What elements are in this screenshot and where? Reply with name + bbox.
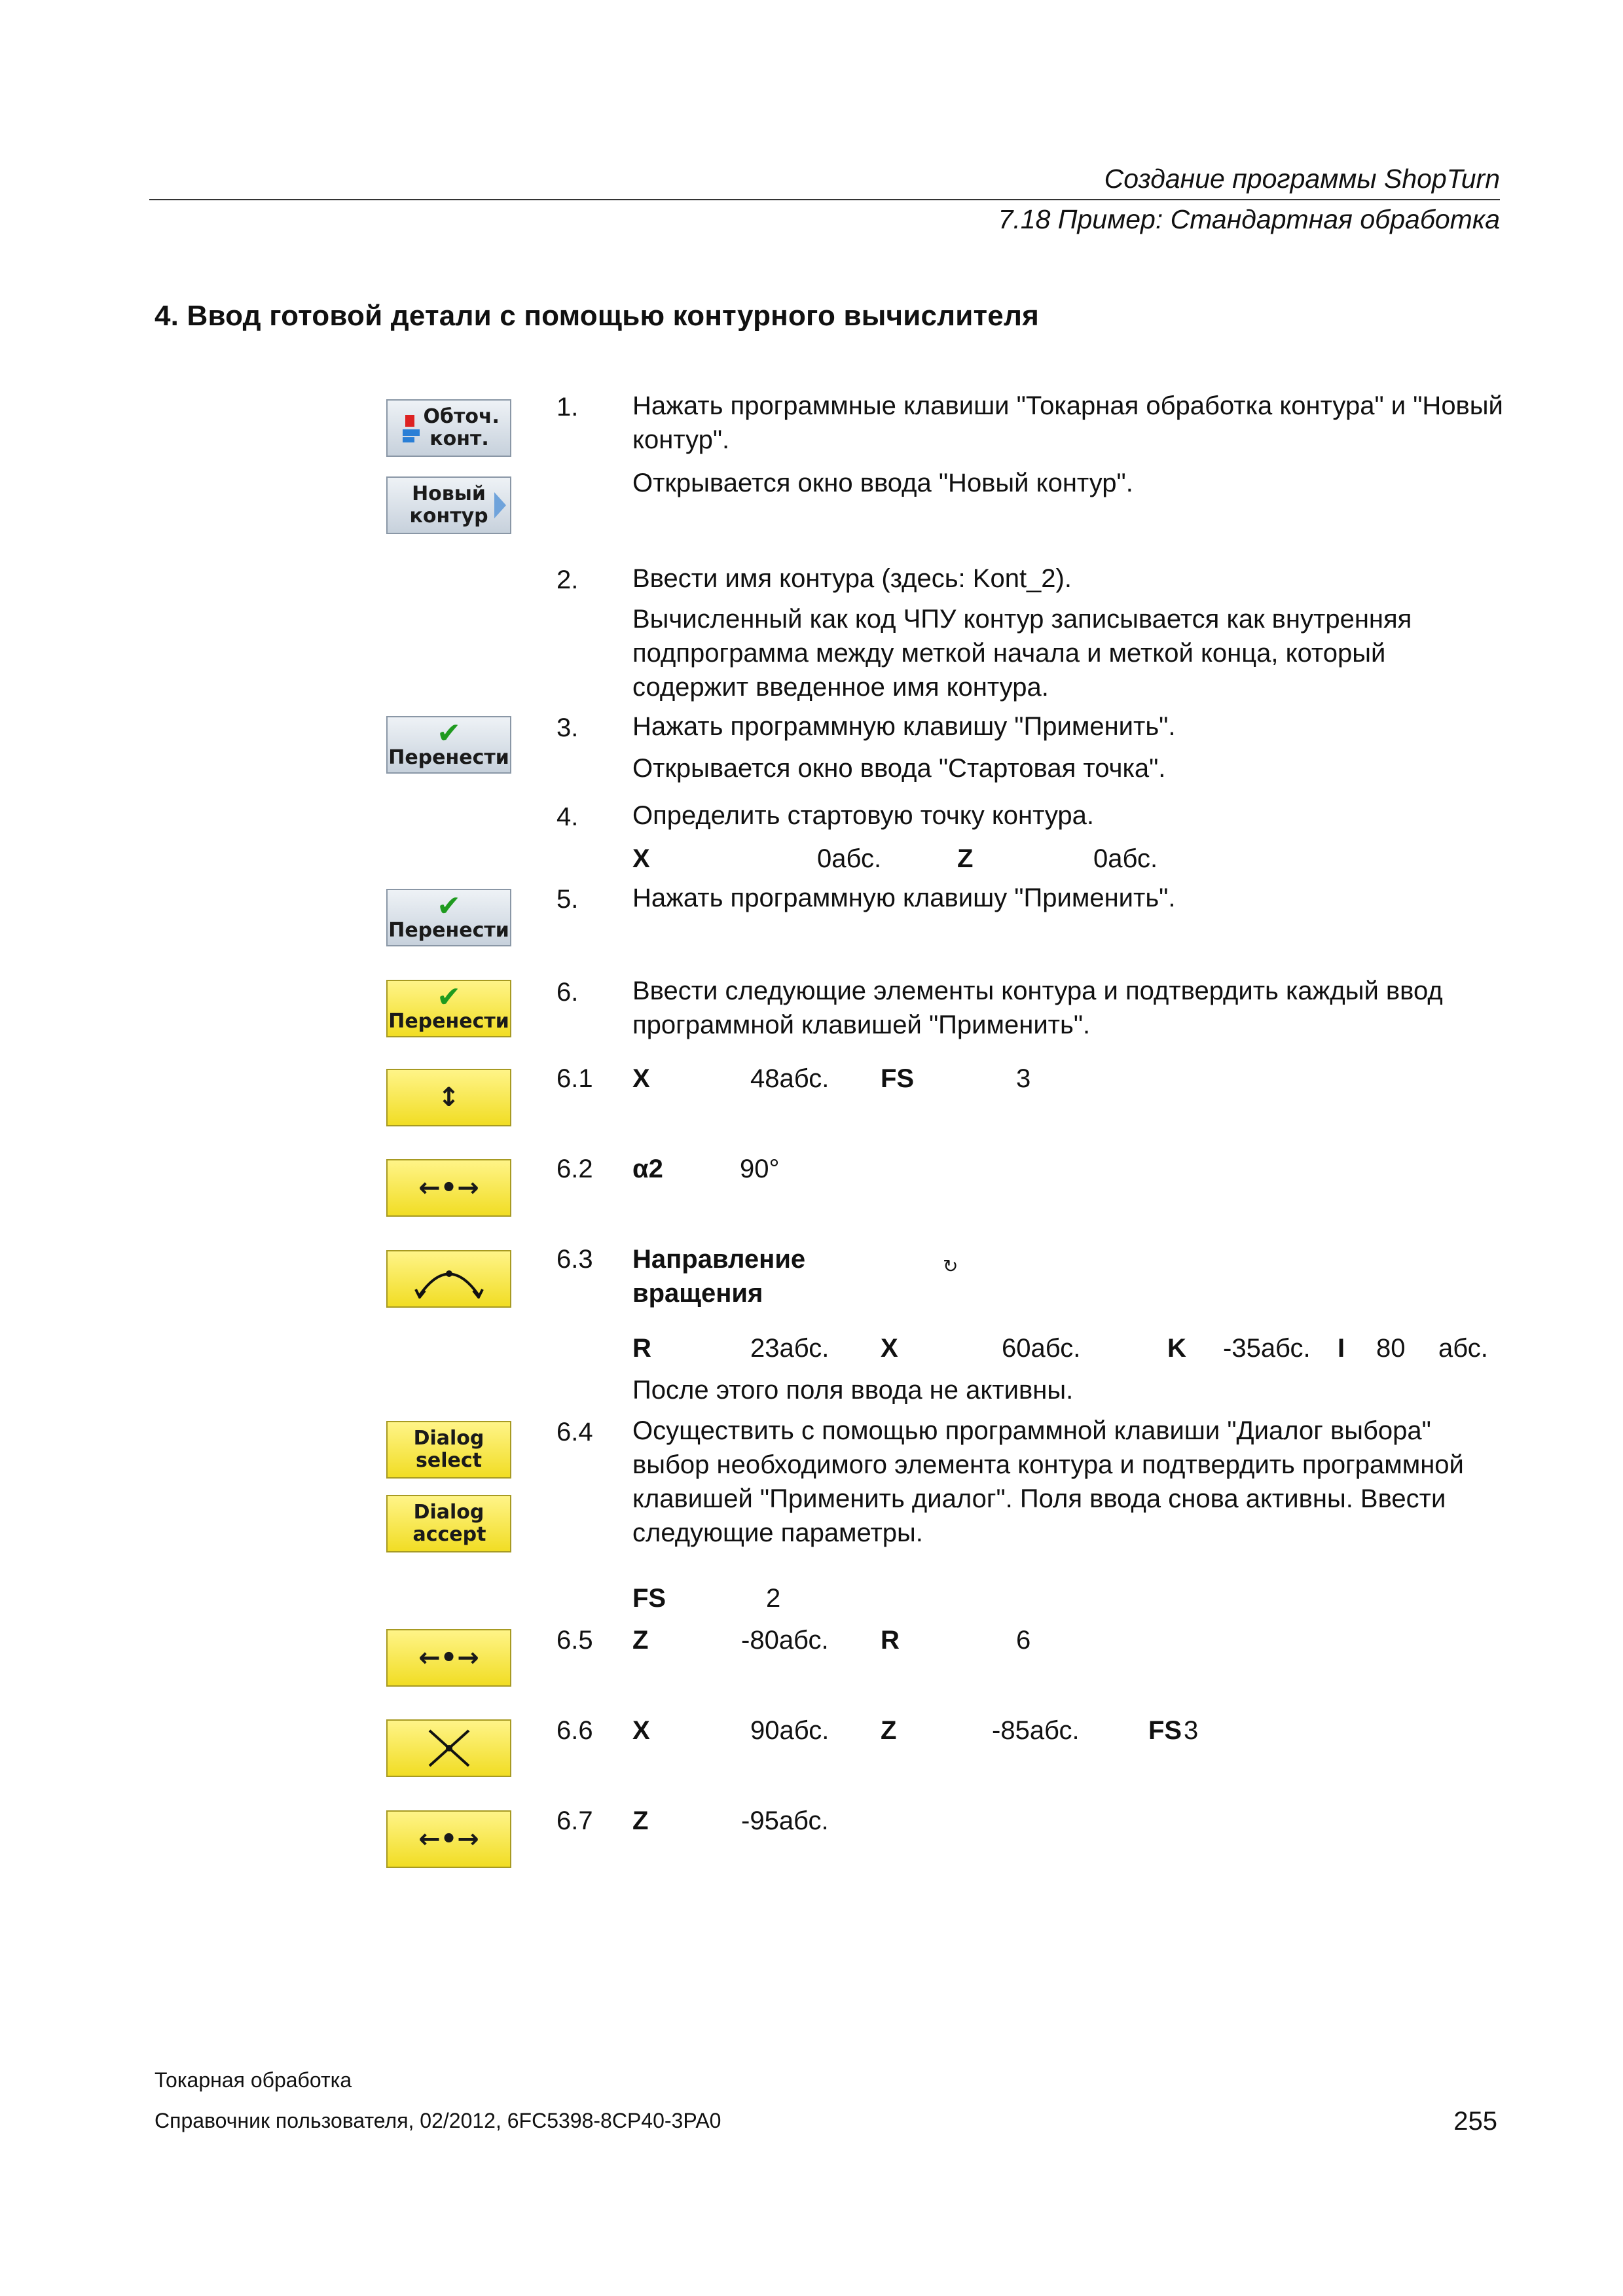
param-value: -80абс. [741, 1626, 829, 1655]
step-number: 3. [556, 713, 579, 742]
arrow-right-icon [494, 492, 506, 518]
accept-softkey-step3[interactable] [386, 716, 511, 774]
accept-softkey-step6[interactable] [386, 980, 511, 1037]
param-label: I [1338, 1334, 1345, 1363]
param-value: 23абс. [750, 1334, 830, 1363]
horizontal-line-icon: ←•→ [418, 1643, 479, 1673]
step-text: Нажать программные клавиши "Токарная обработка контура" и "Новый контур". [632, 391, 1503, 454]
new-contour-label: Новый контур [409, 482, 488, 528]
param-label: Z [632, 1806, 649, 1835]
horizontal-line-icon: ←•→ [418, 1824, 479, 1854]
vertical-line-icon: ↕ [437, 1083, 460, 1113]
param-label: X [632, 844, 650, 873]
rotation-direction-icon: ↻ [943, 1256, 958, 1276]
step-note: Вычисленный как код ЧПУ контур записывается как внутренняя подпрограмма между меткой начала и меткой конца, который содержит введенное имя контура. [632, 605, 1412, 702]
param-value: 90абс. [750, 1716, 830, 1745]
param-value: 80 [1376, 1334, 1406, 1363]
vertical-line-softkey[interactable] [386, 1069, 511, 1126]
page-heading: 4. Ввод готовой детали с помощью контурного вычислителя [155, 300, 1040, 332]
param-label: Z [957, 844, 974, 873]
accept-label: Перенести [388, 919, 509, 942]
accept-softkey-step5[interactable] [386, 889, 511, 946]
new-contour-softkey[interactable] [386, 476, 511, 534]
checkmark-icon: ✔ [437, 980, 461, 1014]
dialog-accept-label: Dialog accept [412, 1501, 486, 1546]
horizontal-line-softkey[interactable] [386, 1810, 511, 1868]
contour-turning-icon [403, 412, 420, 444]
step-number: 6.6 [556, 1716, 593, 1745]
header-section: 7.18 Пример: Стандартная обработка [998, 204, 1500, 234]
param-value: 6 [1016, 1626, 1031, 1655]
step-number: 6.4 [556, 1418, 593, 1446]
step-number: 4. [556, 802, 579, 831]
param-value: -95абс. [741, 1806, 829, 1835]
param-label: вращения [632, 1279, 763, 1308]
param-label: R [881, 1626, 900, 1655]
step-note: Открывается окно ввода "Стартовая точка". [632, 754, 1166, 783]
horizontal-line-icon: ←•→ [418, 1173, 479, 1203]
dialog-accept-softkey[interactable] [386, 1495, 511, 1552]
step-text: Ввести имя контура (здесь: Kont_2). [632, 564, 1072, 593]
param-value: 0абс. [817, 844, 882, 873]
param-label: FS [1148, 1716, 1182, 1745]
accept-label: Перенести [388, 746, 509, 769]
param-label: X [632, 1064, 650, 1093]
param-label: Z [881, 1716, 897, 1745]
step-text: Определить стартовую точку контура. [632, 801, 1095, 830]
param-value: -85абс. [992, 1716, 1080, 1745]
param-label: X [632, 1716, 650, 1745]
param-value: 2 [766, 1584, 781, 1613]
step-text: Нажать программную клавишу "Применить". [632, 884, 1176, 912]
param-value: 3 [1016, 1064, 1031, 1093]
param-label: K [1167, 1334, 1186, 1363]
header-rule [149, 199, 1500, 200]
step-number: 6.2 [556, 1155, 593, 1183]
step-text: Осуществить с помощью программной клавиши "Диалог выбора" выбор необходимого элемента контура и подтвердить программной клавишей "Применить диалог". Поля ввода снова активны. Ввести следующие параметры. [632, 1416, 1464, 1547]
footer-title: Токарная обработка [155, 2068, 352, 2092]
arc-icon [413, 1259, 485, 1299]
param-value: 48абс. [750, 1064, 830, 1093]
step-number: 6.5 [556, 1626, 593, 1655]
param-label: X [881, 1334, 898, 1363]
footer-reference: Справочник пользователя, 02/2012, 6FC5398-8CP40-3PA0 [155, 2109, 721, 2132]
param-label: FS [632, 1584, 666, 1613]
param-value: 0абс. [1093, 844, 1158, 873]
arc-softkey[interactable] [386, 1250, 511, 1308]
step-number: 6.3 [556, 1245, 593, 1274]
step-note: После этого поля ввода не активны. [632, 1376, 1074, 1405]
step-number: 6. [556, 978, 579, 1007]
turning-contour-label: Обточ. конт. [423, 405, 500, 450]
param-label: Направление [632, 1245, 806, 1274]
param-label: R [632, 1334, 651, 1363]
param-label: FS [881, 1064, 915, 1093]
step-text: Нажать программную клавишу "Применить". [632, 712, 1176, 741]
oblique-line-icon [423, 1725, 475, 1771]
step-number: 2. [556, 565, 579, 594]
param-value: 90° [740, 1155, 780, 1183]
param-label: Z [632, 1626, 649, 1655]
step-number: 6.1 [556, 1064, 593, 1093]
checkmark-icon: ✔ [437, 889, 461, 923]
param-value: -35абс. [1223, 1334, 1311, 1363]
accept-label: Перенести [388, 1010, 509, 1033]
dialog-select-softkey[interactable] [386, 1421, 511, 1479]
checkmark-icon: ✔ [437, 717, 461, 750]
step-number: 6.7 [556, 1806, 593, 1835]
step-number: 1. [556, 393, 579, 422]
page-number: 255 [1453, 2107, 1497, 2136]
param-unit: абс. [1438, 1334, 1488, 1363]
step-note: Открывается окно ввода "Новый контур". [632, 469, 1133, 497]
step-text: Ввести следующие элементы контура и подтвердить каждый ввод программной клавишей "Применить". [632, 977, 1443, 1039]
oblique-line-softkey[interactable] [386, 1719, 511, 1777]
horizontal-line-softkey[interactable] [386, 1629, 511, 1687]
turning-contour-softkey[interactable] [386, 399, 511, 457]
step-number: 5. [556, 885, 579, 914]
dialog-select-label: Dialog select [413, 1427, 484, 1472]
param-label: α2 [632, 1155, 663, 1183]
param-value: 3 [1184, 1716, 1199, 1745]
horizontal-line-softkey[interactable] [386, 1159, 511, 1217]
header-chapter: Создание программы ShopTurn [1104, 164, 1500, 194]
param-value: 60абс. [1002, 1334, 1081, 1363]
